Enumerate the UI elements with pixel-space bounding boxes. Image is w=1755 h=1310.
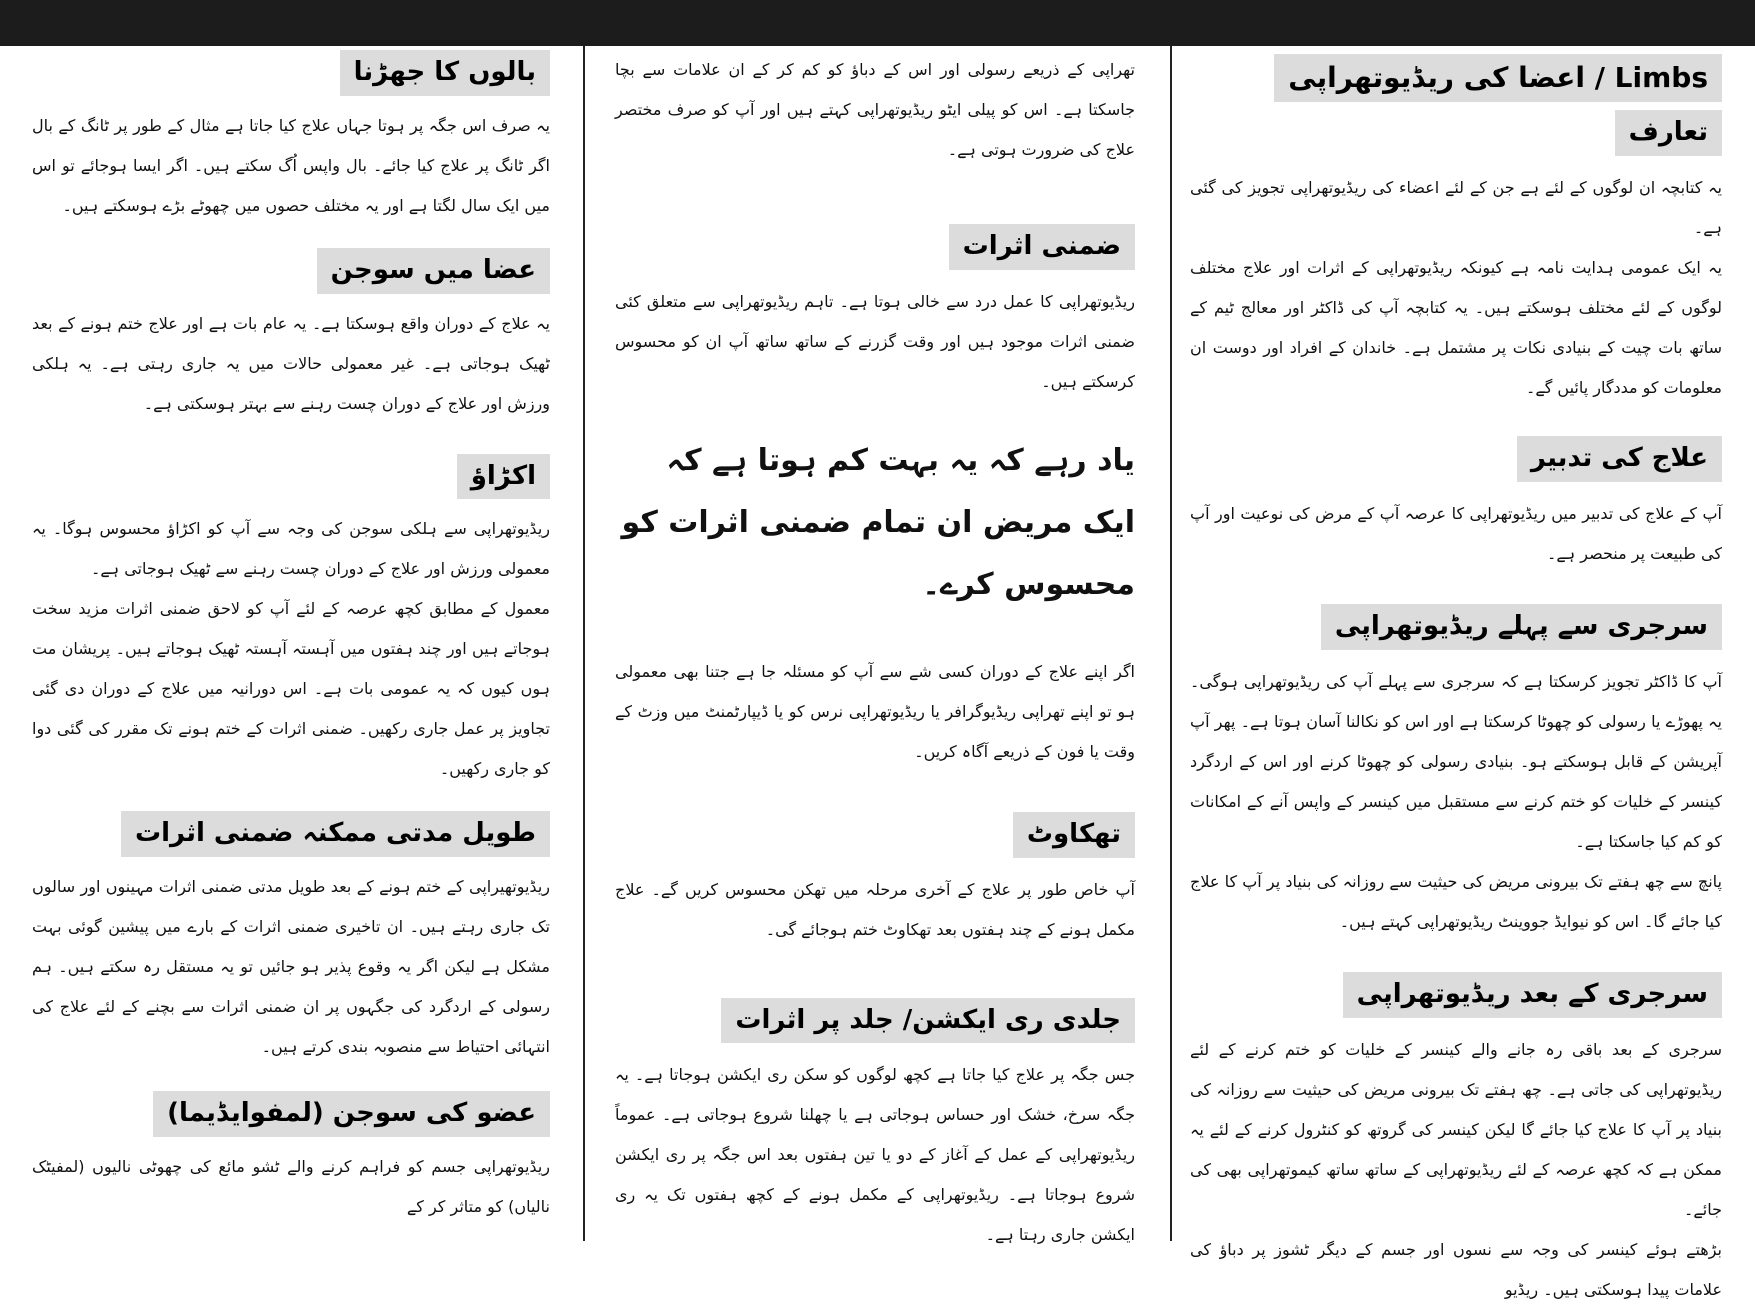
pre-surgery-paragraph-2: پانچ سے چھ ہفتے تک بیرونی مریض کی حیثیت سے روزانہ کی بنیاد پر آپ کا علاج کیا جائے گا۔ اس کو نیوایڈ جووینٹ ریڈیوتھراپی کہتے ہیں۔ bbox=[1190, 871, 1722, 931]
pre-surgery-heading: سرجری سے پہلے ریڈیوتھراپی bbox=[1321, 604, 1722, 650]
intro-heading: تعارف bbox=[1615, 110, 1722, 156]
fatigue-paragraph: آپ خاص طور پر علاج کے آخری مرحلہ میں تھکن محسوس کریں گے۔ علاج مکمل ہونے کے چند ہفتوں بعد تھکاوٹ ختم ہوجائے گی۔ bbox=[615, 879, 1135, 939]
pre-surgery-paragraph-1: آپ کا ڈاکٹر تجویز کرسکتا ہے کہ سرجری سے پہلے آپ کی ریڈیوتھراپی ہوگی۔ یہ پھوڑے یا رسولی کو چھوٹا کرسکتا ہے اور اس کو نکالنا آسان ہوتا ہے۔ پھر آپ آپریشن کے قابل ہوسکتے ہو۔ بنیادی رسولی کو چھوٹا کرنے اور اس کے اردگرد کینسر کے خلیات کو ختم کرنے سے مستقبل میں کینسر کے واپس آنے کے امکانات کو کم کیا جاسکتا ہے۔ bbox=[1190, 671, 1722, 851]
right-column bbox=[1190, 46, 1722, 1299]
contact-paragraph: اگر اپنے علاج کے دوران کسی شے سے آپ کو مسئلہ جا ہے جتنا بھی معمولی ہو تو اپنے تھراپی ریڈیوگرافر یا ریڈیوتھراپی نرس کو یا ڈیپارٹمنٹ میں وزٹ کے وقت یا فون کے ذریعے آگاہ کریں۔ bbox=[615, 661, 1135, 761]
lymphoedema-heading: عضو کی سوجن (لمفوایڈیما) bbox=[153, 1091, 550, 1137]
top-black-bar bbox=[0, 0, 1755, 46]
long-term-effects-heading: طویل مدتی ممکنہ ضمنی اثرات bbox=[121, 811, 550, 857]
side-effects-paragraph: ریڈیوتھراپی کا عمل درد سے خالی ہوتا ہے۔ تاہم ریڈیوتھراپی سے متعلق کئی ضمنی اثرات موجود ہیں اور وقت گزرنے کے ساتھ ساتھ آپ ان کو محسوس کرسکتے ہیں۔ bbox=[615, 291, 1135, 391]
hair-loss-heading: بالوں کا جھڑنا bbox=[340, 50, 550, 96]
main-title-text: / اعضا کی ریڈیوتھراپی bbox=[1288, 61, 1605, 94]
middle-column bbox=[615, 46, 1135, 1245]
stiffness-heading: اکڑاؤ bbox=[457, 454, 550, 500]
treatment-plan-heading: علاج کی تدبیر bbox=[1517, 436, 1722, 482]
intro-paragraph-2: یہ ایک عمومی ہدایت نامہ ہے کیونکہ ریڈیوتھراپی کے اثرات اور علاج مختلف لوگوں کے لئے مختلف ہوسکتے ہیں۔ یہ کتابچہ آپ کی ڈاکٹر اور معالج ٹیم کے ساتھ بات چیت کے بنیادی نکات پر مشتمل ہے۔ خاندان کے افراد اور دوست ان معلومات کو مددگار پائیں گے۔ bbox=[1190, 258, 1722, 398]
long-term-effects-paragraph: ریڈیوتھیراپی کے ختم ہونے کے بعد طویل مدتی ضمنی اثرات مہینوں اور سالوں تک جاری رہتے ہیں۔ ان تاخیری ضمنی اثرات کے بارے میں پیشین گوئی بہت مشکل ہے لیکن اگر یہ وقوع پذیر ہو جائیں تو یہ مستقل رہ سکتے ہیں۔ ہم رسولی کے اردگرد کی جگہوں پر ان ضمنی اثرات سے بچنے کے لئے علاج کی انتہائی احتیاط سے منصوبہ بندی کرتے ہیں۔ bbox=[32, 877, 550, 1057]
lymphoedema-paragraph: ریڈیوتھراپی جسم کو فراہم کرنے والے ٹشو مائع کی چھوٹی نالیوں (لمفیٹک نالیاں) کو متاثر کر کے bbox=[32, 1156, 550, 1216]
stiffness-paragraph-1: ریڈیوتھراپی سے ہلکی سوجن کی وجہ سے آپ کو اکڑاؤ محسوس ہوگا۔ یہ معمولی ورزش اور علاج کے دوران چست رہنے سے ٹھیک ہوجاتی ہے۔ bbox=[32, 519, 550, 579]
post-surgery-paragraph-1: سرجری کے بعد باقی رہ جانے والے کینسر کے خلیات کو ختم کرنے کے لئے ریڈیوتھراپی کی جاتی ہے۔ چھ ہفتے تک بیرونی مریض کی حیثیت سے روزانہ کی بنیاد پر آپ کا علاج کیا جائے گا لیکن کینسر کی گروتھ کو کنٹرول کرنے کے لئے یہ ممکن ہے کہ کچھ عرصہ کے لئے ریڈیوتھراپی کے ساتھ ساتھ کیموتھراپی بھی کی جائے۔ bbox=[1190, 1039, 1722, 1219]
left-column bbox=[32, 46, 550, 1241]
middle-top-paragraph: تھراپی کے ذریعے رسولی اور اس کے دباؤ کو کم کر کے ان علامات سے بچا جاسکتا ہے۔ اس کو پیلی ایٹو ریڈیوتھراپی کہتے ہیں اور آپ کو صرف مختصر علاج کی ضرورت ہوتی ہے۔ bbox=[615, 60, 1135, 159]
skin-reaction-paragraph: جس جگہ پر علاج کیا جاتا ہے کچھ لوگوں کو سکن ری ایکشن ہوجاتا ہے۔ یہ جگہ سرخ، خشک اور حساس ہوجاتی ہے یا چھلنا شروع ہوجاتی ہے۔ عموماً ریڈیوتھراپی کے عمل کے آغاز کے دو یا تین ہفتوں بعد اس جگہ پر ری ایکشن شروع ہوجاتا ہے۔ ریڈیوتھراپی کے مکمل ہونے کے کچھ ہفتوں تک یہ ری ایکشن جاری رہتا ہے۔ bbox=[615, 1065, 1135, 1245]
limb-swelling-paragraph: یہ علاج کے دوران واقع ہوسکتا ہے۔ یہ عام بات ہے اور علاج ختم ہونے کے بعد ٹھیک ہوجاتی ہے۔ غیر معمولی حالات میں یہ جاری رہتی ہے۔ یہ ہلکی ورزش اور علاج کے دوران چست رہنے سے بہتر ہوسکتی ہے۔ bbox=[32, 313, 550, 413]
post-surgery-heading: سرجری کے بعد ریڈیوتھراپی bbox=[1343, 972, 1722, 1018]
skin-reaction-heading: جلدی ری ایکشن/ جلد پر اثرات bbox=[721, 998, 1135, 1044]
hair-loss-paragraph: یہ صرف اس جگہ پر ہوتا جہاں علاج کیا جاتا ہے مثال کے طور پر ٹانگ کے بال اگر ٹانگ پر علاج کیا جائے۔ بال واپس اُگ سکتے ہیں۔ اگر ایسا ہوجائے تو اس میں ایک سال لگتا ہے اور یہ مختلف حصوں میں چھوٹے بڑے ہوسکتے ہیں۔ bbox=[32, 115, 550, 215]
limb-swelling-heading: عضا میں سوجن bbox=[317, 248, 550, 294]
intro-paragraph-1: یہ کتابچہ ان لوگوں کے لئے ہے جن کے لئے اعضاء کی ریڈیوتھراپی تجویز کی گئی ہے۔ bbox=[1190, 178, 1722, 238]
column-divider-left bbox=[583, 46, 585, 1241]
treatment-plan-paragraph: آپ کے علاج کی تدبیر میں ریڈیوتھراپی کا عرصہ آپ کے مرض کی نوعیت اور آپ کی طبیعت پر منحصر ہے۔ bbox=[1190, 503, 1722, 563]
callout-text: یاد رہے کہ یہ بہت کم ہوتا ہے کہ ایک مریض ان تمام ضمنی اثرات کو محسوس کرے۔ bbox=[621, 442, 1135, 602]
main-title-prefix: Limbs bbox=[1614, 61, 1708, 94]
stiffness-paragraph-2: معمول کے مطابق کچھ عرصہ کے لئے آپ کو لاحق ضمنی اثرات مزید سخت ہوجاتے ہیں اور چند ہفتوں میں آہستہ آہستہ ٹھیک ہوجاتے ہیں۔ پریشان مت ہوں کیوں کہ یہ عمومی بات ہے۔ اس دورانیہ میں علاج کے دوران دی گئی تجاویز پر عمل جاری رکھیں۔ ضمنی اثرات کے ختم ہونے تک مقرر کی گئی دوا کو جاری رکھیں۔ bbox=[32, 599, 550, 779]
post-surgery-paragraph-2: بڑھتے ہوئے کینسر کی وجہ سے نسوں اور جسم کے دیگر ٹشوز پر دباؤ کی علامات پیدا ہوسکتی ہیں۔ ریڈیو bbox=[1190, 1239, 1722, 1299]
main-title bbox=[1274, 54, 1722, 102]
side-effects-heading: ضمنی اثرات bbox=[949, 224, 1135, 270]
column-divider-right bbox=[1170, 46, 1172, 1241]
fatigue-heading: تھکاوٹ bbox=[1013, 812, 1135, 858]
